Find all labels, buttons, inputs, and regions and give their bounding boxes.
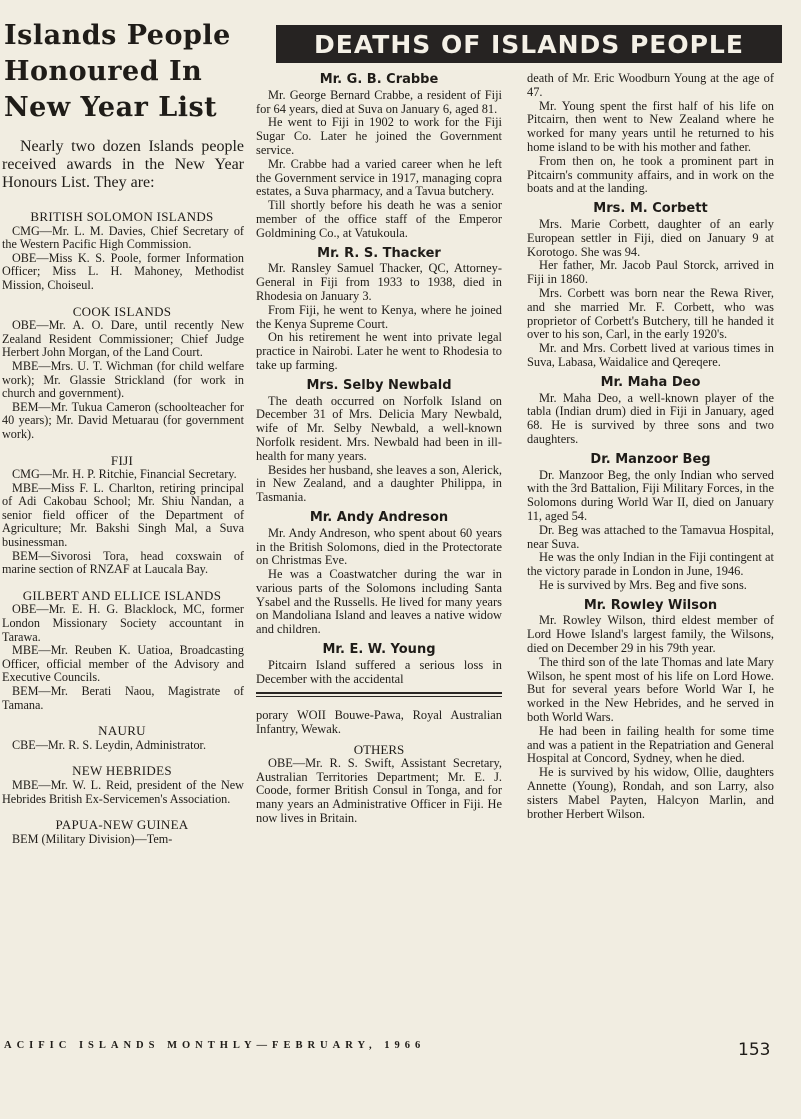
obituaries-column-1 — [256, 69, 502, 826]
obituary-wilson — [527, 599, 774, 822]
honours-entry: BEM (Military Division)—Tem- — [12, 831, 173, 846]
obituary-paragraph: The third son of the late Thomas and late Mary Wilson, he spent most of his life on Lord Howe. But for several years before World War I, he worked in the New Hebrides, and he served in both World Wars. — [527, 654, 774, 725]
honours-entry: MBE—Mr. W. L. Reid, president of the New Hebrides British Ex-Servicemen's Association. — [2, 777, 244, 806]
obituary-paragraph: Mr. and Mrs. Corbett lived at various times in Suva, Labasa, Waidalice and Qereqere. — [527, 341, 774, 369]
obituary-paragraph: Mrs. Marie Corbett, daughter of an early European settler in Fiji, died on January 9 at Korotogo. She was 94. — [527, 216, 774, 259]
others-heading: OTHERS — [353, 742, 405, 758]
deaths-banner — [276, 25, 782, 63]
obituary-crabbe — [256, 73, 502, 241]
region-heading: FIJI — [110, 452, 134, 468]
obituary-paragraph: Mr. Rowley Wilson, third eldest member of Lord Howe Island's largest family, the Wilsons, died on December 29 in his 79th year. — [527, 613, 774, 656]
obituary-young — [256, 643, 502, 686]
obituary-continued: death of Mr. Eric Woodburn Young at the age of 47. — [527, 71, 774, 99]
others-entry: OBE—Mr. R. S. Swift, Assistant Secretary, Australian Territories Department; Mr. E. J. Coode, former British Consul in Tonga, and for many years an Administrative Officer in Fiji. He now lives in Britain. — [256, 755, 502, 826]
honours-section-solomons — [0, 210, 244, 293]
obituary-maha-deo — [527, 376, 774, 447]
obituary-andreson — [256, 511, 502, 637]
honours-section-gilbert — [0, 589, 244, 712]
obituary-paragraph: Mr. George Bernard Crabbe, a resident of Fiji for 64 years, died at Suva on January 6, aged 81. — [256, 87, 502, 116]
honours-entry: OBE—Miss K. S. Poole, former Information Officer; Miss L. H. Mahoney, Methodist Mission, Choiseul. — [2, 250, 244, 292]
obituary-paragraph: Besides her husband, she leaves a son, Alerick, in New Zealand, and a daughter Philippa, in Tasmania. — [256, 462, 502, 505]
obituary-paragraph: Mrs. Corbett was born near the Rewa River, and she married Mr. F. Corbett, who was proprietor of Corbett's Butchery, till he handed it over to his son, Carl, in the early 1920's. — [527, 285, 774, 342]
obituary-name: Mrs. Selby Newbald — [306, 377, 452, 393]
region-heading: BRITISH SOLOMON ISLANDS — [30, 209, 214, 224]
obituary-paragraph: Pitcairn Island suffered a serious loss in December with the accidental — [256, 657, 502, 686]
obituary-paragraph: Mr. Andy Andreson, who spent about 60 years in the British Solomons, died in the Protectorate on Christmas Eve. — [256, 525, 502, 568]
obituary-paragraph: Mr. Crabbe had a varied career when he left the Government service in 1917, managing copra estates, a Suva pharmacy, and a Tavua butchery. — [256, 156, 502, 199]
obituary-name: Mr. Maha Deo — [600, 374, 701, 390]
obituary-corbett — [527, 202, 774, 370]
honours-entry: BEM—Sivorosi Tora, head coxswain of marine section of RNZAF at Laucala Bay. — [2, 548, 244, 577]
obituary-name: Mr. Rowley Wilson — [583, 597, 718, 613]
honours-entry: MBE—Mrs. U. T. Wichman (for child welfare work); Mr. Glassie Strickland (for work in church and government). — [2, 358, 244, 401]
obituary-paragraph: He had been in failing health for some time and was a patient in the Repatriation and General Hospital at Concord, Sydney, when he died. — [527, 723, 774, 766]
obituary-paragraph: Till shortly before his death he was a senior member of the office staff of the Emperor Goldmining Co., at Vatukoula. — [256, 198, 502, 240]
obituary-paragraph: Mr. Young spent the first half of his life on Pitcairn, then went to New Zealand where he worked for many years until he returned to his home island to be with his mother and father. — [527, 98, 774, 154]
honours-entry: MBE—Miss F. L. Charlton, retiring principal of Adi Cakobau School; Mr. Shiu Nandan, a senior field officer of the Department of Agriculture; Mr. Bakshi Singh Mal, a Suva businessman. — [2, 480, 244, 550]
obituary-paragraph: From Fiji, he went to Kenya, where he joined the Kenya Supreme Court. — [256, 302, 502, 331]
obituaries-column-2 — [527, 72, 774, 821]
running-footer: ACIFIC ISLANDS MONTHLY—FEBRUARY, 1966 — [4, 1040, 426, 1051]
obituary-paragraph: Her father, Mr. Jacob Paul Storck, arrived in Fiji in 1860. — [527, 258, 774, 287]
obituary-paragraph: Dr. Beg was attached to the Tamavua Hospital, near Suva. — [527, 522, 774, 551]
obituary-paragraph: On his retirement he went into private legal practice in Nairobi. Later he went to Rhodesia to take up farming. — [256, 330, 502, 372]
divider-rule-thin — [256, 696, 502, 697]
honours-column — [0, 18, 244, 846]
obituary-name: Mr. E. W. Young — [322, 642, 436, 658]
divider-rule — [256, 692, 502, 694]
honours-entry: BEM—Mr. Tukua Cameron (schoolteacher for 40 years); Mr. David Metuarau (for government work). — [2, 399, 244, 441]
honours-entry: OBE—Mr. E. H. G. Blacklock, MC, former London Missionary Society accountant in Tarawa. — [2, 602, 244, 644]
obituary-paragraph: He is survived by Mrs. Beg and five sons. — [539, 577, 747, 592]
honours-section-cook — [0, 305, 244, 442]
obituary-paragraph: He went to Fiji in 1902 to work for the Fiji Sugar Co. Later he joined the Government service. — [256, 115, 502, 157]
deaths-banner-title: DEATHS OF ISLANDS PEOPLE — [314, 29, 744, 59]
honours-section-fiji — [0, 454, 244, 577]
region-heading: COOK ISLANDS — [72, 303, 172, 319]
honours-entry: CMG—Mr. L. M. Davies, Chief Secretary of the Western Pacific High Commission. — [2, 223, 244, 252]
obituary-thacker — [256, 247, 502, 373]
honours-continued: porary WOII Bouwe-Pawa, Royal Australian Infantry, Wewak. — [256, 708, 502, 737]
obituary-paragraph: Mr. Maha Deo, a well-known player of the tabla (Indian drum) died in Fiji in January, aged 68. He is survived by three sons and two daughters. — [527, 390, 774, 446]
obituary-name: Mr. R. S. Thacker — [317, 245, 441, 261]
obituary-beg — [527, 453, 774, 593]
region-heading: NAURU — [98, 723, 146, 739]
honours-section-nauru — [0, 724, 244, 752]
obituary-name: Dr. Manzoor Beg — [590, 451, 711, 467]
obituary-paragraph: Mr. Ransley Samuel Thacker, QC, Attorney-General in Fiji from 1933 to 1938, died in Rhodesia on January 3. — [256, 261, 502, 303]
obituary-paragraph: The death occurred on Norfolk Island on December 31 of Mrs. Delicia Mary Newbald, wife of Mr. Selby Newbald, a well-known Norfolk resident. Mrs. Newbald had been in ill-health for many years. — [256, 393, 502, 463]
obituary-newbald — [256, 379, 502, 505]
obituary-name: Mr. G. B. Crabbe — [319, 72, 439, 87]
honours-intro: Nearly two dozen Islands people received awards in the New Year Honours List. They are: — [2, 138, 244, 191]
honours-entry: OBE—Mr. A. O. Dare, until recently New Zealand Resident Commissioner; Chief Judge Herbert John Morgan, of the Land Court. — [2, 318, 244, 360]
honours-entry: MBE—Mr. Reuben K. Uatioa, Broadcasting Officer, official member of the Advisory and Executive Councils. — [2, 643, 244, 685]
page-number: 153 — [738, 1040, 771, 1060]
obituary-name: Mr. Andy Andreson — [309, 509, 449, 525]
honours-entry: CBE—Mr. R. S. Leydin, Administrator. — [12, 737, 206, 752]
region-heading: NEW HEBRIDES — [72, 763, 172, 779]
obituary-paragraph: He was a Coastwatcher during the war in various parts of the Solomons including Santa Ysabel and the Russells. He lived for many years on Mandoliana Island and leaves a native widow and children. — [256, 567, 502, 637]
honours-section-png — [0, 818, 244, 846]
honours-entry: BEM—Mr. Berati Naou, Magistrate of Tamana. — [2, 684, 244, 712]
obituary-paragraph: Dr. Manzoor Beg, the only Indian who served with the 3rd Battalion, Fiji Military Forces, in the Solomons during World War II, died on January 11, aged 54. — [527, 467, 774, 523]
obituary-paragraph: He is survived by his widow, Ollie, daughters Annette (Young), Rondah, and son Larry, also sisters Mabel Payten, Halcyon Marlin, and brother Herbert Wilson. — [527, 765, 774, 821]
obituary-paragraph: He was the only Indian in the Fiji contingent at the victory parade in London in June, 1946. — [527, 550, 774, 579]
region-heading: PAPUA-NEW GUINEA — [55, 817, 189, 833]
honours-section-new-hebrides — [0, 764, 244, 806]
honours-headline: Islands People Honoured In New Year List — [4, 20, 231, 123]
obituary-paragraph: From then on, he took a prominent part in Pitcairn's community affairs, and in work on the boats and at the landing. — [527, 153, 774, 196]
region-heading: GILBERT AND ELLICE ISLANDS — [22, 587, 222, 603]
obituary-name: Mrs. M. Corbett — [593, 201, 708, 217]
honours-entry: CMG—Mr. H. P. Ritchie, Financial Secretary. — [12, 467, 237, 482]
